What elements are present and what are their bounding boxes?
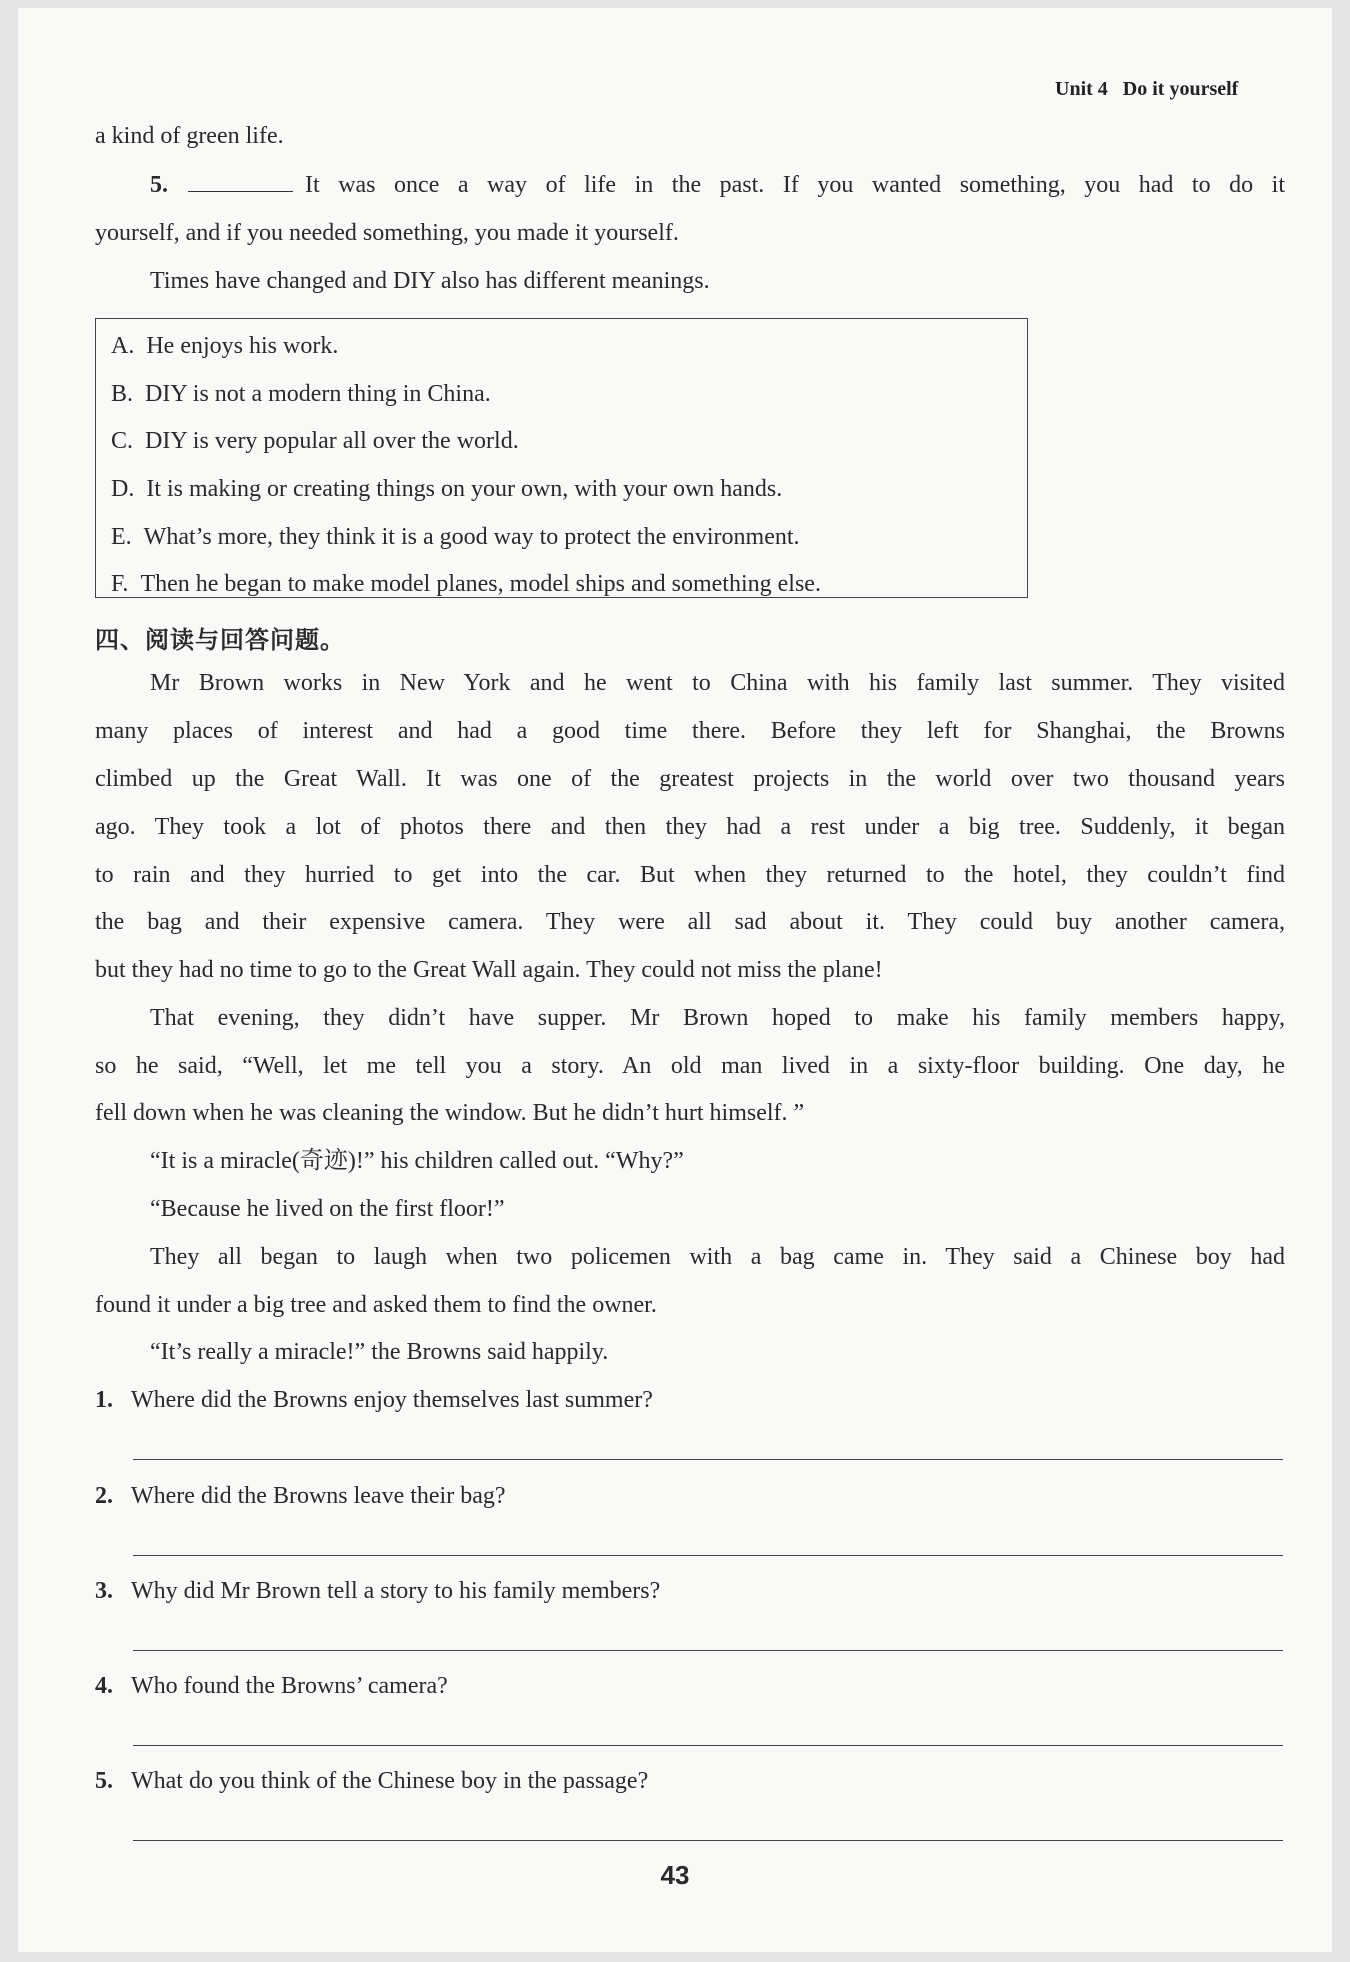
passage-line: the bag and their expensive camera. They were all sad about it. They could buy another camera,	[95, 909, 1285, 935]
option-d: D. It is making or creating things on your own, with your own hands.	[111, 476, 783, 502]
passage-line: so he said, “Well, let me tell you a story. An old man lived in a sixty-floor building. One day, he	[95, 1053, 1285, 1079]
passage-line: ago. They took a lot of photos there and then they had a rest under a big tree. Suddenly, it began	[95, 814, 1285, 840]
question-text: It was once a way of life in the past. If you wanted something, you had to do it	[305, 172, 1285, 198]
text-line: a kind of green life.	[95, 123, 284, 149]
option-e: E. What’s more, they think it is a good way to protect the environment.	[111, 524, 800, 550]
answer-line-1[interactable]	[133, 1459, 1283, 1460]
answer-line-3[interactable]	[133, 1650, 1283, 1651]
page-number: 43	[660, 1860, 690, 1890]
options-box	[95, 318, 1028, 598]
passage-line: found it under a big tree and asked them to find the owner.	[95, 1292, 657, 1318]
text-line: Times have changed and DIY also has different meanings.	[150, 268, 710, 294]
passage-line: to rain and they hurried to get into the car. But when they returned to the hotel, they couldn’t find	[95, 862, 1285, 888]
passage-line: many places of interest and had a good time there. Before they left for Shanghai, the Browns	[95, 718, 1285, 744]
question-2: 2. Where did the Browns leave their bag?	[95, 1483, 506, 1509]
unit-title: Do it yourself	[1122, 78, 1239, 100]
option-a: A. He enjoys his work.	[111, 333, 339, 359]
passage-line: They all began to laugh when two policemen with a bag came in. They said a Chinese boy had	[150, 1244, 1285, 1270]
passage-line: fell down when he was cleaning the window. But he didn’t hurt himself. ”	[95, 1100, 805, 1126]
unit-label: Unit 4	[1055, 78, 1108, 100]
question-3: 3. Why did Mr Brown tell a story to his family members?	[95, 1578, 661, 1604]
question-4: 4. Who found the Browns’ camera?	[95, 1673, 448, 1699]
question-5: 5. What do you think of the Chinese boy in the passage?	[95, 1768, 649, 1794]
unit-header	[1055, 78, 1238, 101]
option-b: B. DIY is not a modern thing in China.	[111, 381, 491, 407]
answer-line-5[interactable]	[133, 1840, 1283, 1841]
option-c: C. DIY is very popular all over the world.	[111, 428, 519, 454]
question-1: 1. Where did the Browns enjoy themselves last summer?	[95, 1387, 653, 1413]
passage-line: That evening, they didn’t have supper. Mr Brown hoped to make his family members happy,	[150, 1005, 1285, 1031]
option-f: F. Then he began to make model planes, model ships and something else.	[111, 571, 821, 597]
passage-line: “It is a miracle(奇迹)!” his children called out. “Why?”	[150, 1148, 684, 1174]
answer-line-4[interactable]	[133, 1745, 1283, 1746]
passage-line: Mr Brown works in New York and he went to China with his family last summer. They visited	[150, 670, 1285, 696]
answer-line-2[interactable]	[133, 1555, 1283, 1556]
passage-line: “Because he lived on the first floor!”	[150, 1196, 505, 1222]
answer-blank[interactable]	[188, 171, 293, 192]
question-number: 5.	[150, 172, 168, 198]
text-line: yourself, and if you needed something, you made it yourself.	[95, 220, 679, 246]
passage-line: “It’s really a miracle!” the Browns said happily.	[150, 1339, 609, 1365]
question-5-line	[150, 170, 1285, 200]
passage-line: but they had no time to go to the Great Wall again. They could not miss the plane!	[95, 957, 883, 983]
passage-line: climbed up the Great Wall. It was one of the greatest projects in the world over two thousand years	[95, 766, 1285, 792]
section-title: 四、阅读与回答问题。	[95, 626, 345, 654]
